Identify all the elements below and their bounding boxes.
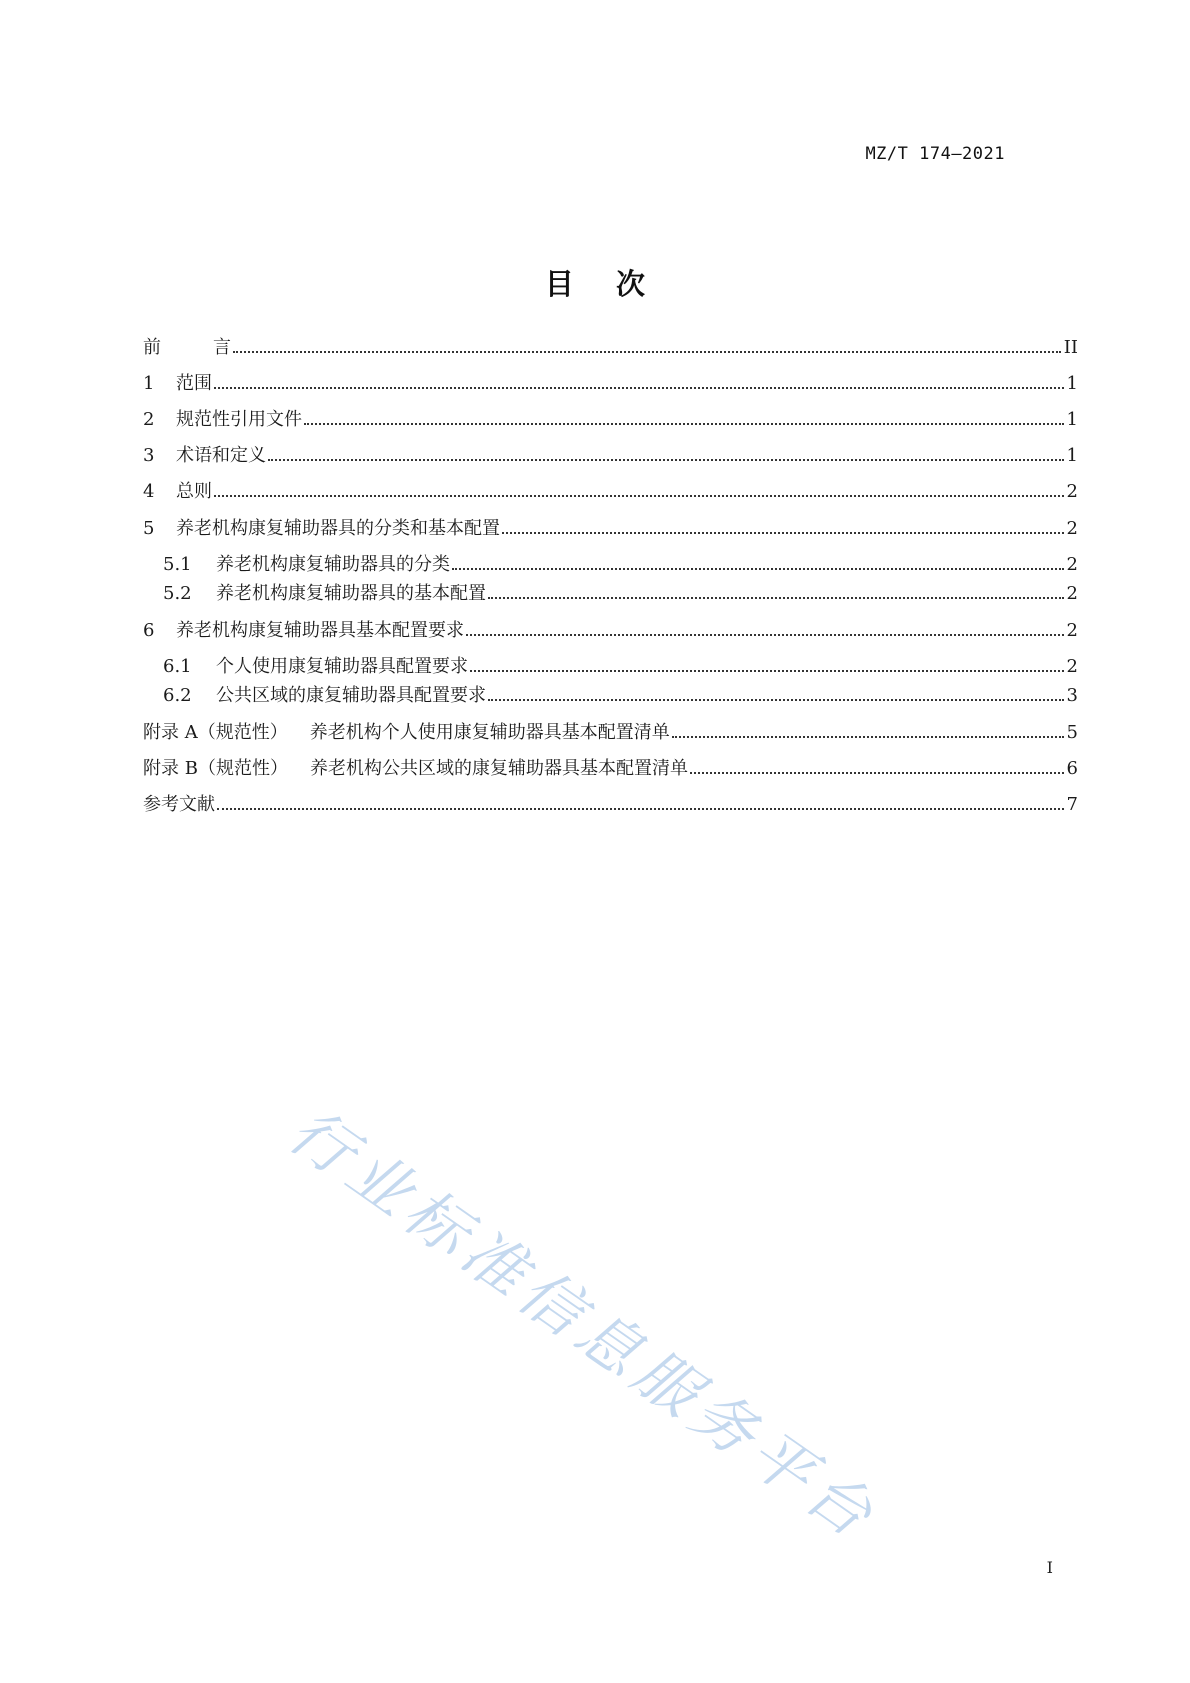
toc-entry-page: 2 bbox=[1066, 554, 1078, 575]
toc-entry-number: 6.2 bbox=[163, 685, 192, 706]
toc-entry-label: 前 言 bbox=[143, 337, 231, 358]
toc-leader-dots bbox=[214, 387, 1064, 389]
toc-entry-number: 5.1 bbox=[163, 554, 192, 575]
toc-entry-page: 2 bbox=[1066, 481, 1078, 502]
toc-entry-page: 2 bbox=[1066, 583, 1078, 604]
toc-entry-scope[interactable] bbox=[143, 373, 1078, 395]
toc-entry-number: 2 bbox=[143, 409, 155, 430]
toc-title-char: 次 bbox=[616, 267, 646, 301]
toc-leader-dots bbox=[268, 459, 1064, 461]
toc-entry-number: 6 bbox=[143, 620, 155, 641]
toc-leader-dots bbox=[452, 568, 1064, 570]
toc-entry-label: 规范性引用文件 bbox=[176, 409, 302, 430]
toc-entry-normative-references[interactable] bbox=[143, 409, 1078, 431]
toc-entry-general[interactable] bbox=[143, 481, 1078, 503]
toc-entry-label: 养老机构个人使用康复辅助器具基本配置清单 bbox=[309, 722, 670, 743]
toc-entry-number: 5 bbox=[143, 518, 155, 539]
toc-entry-section-6-1[interactable] bbox=[163, 656, 1078, 678]
toc-leader-dots bbox=[502, 532, 1064, 534]
toc-entry-label: 养老机构康复辅助器具的分类 bbox=[216, 554, 450, 575]
toc-leader-dots bbox=[690, 772, 1064, 774]
toc-leader-dots bbox=[470, 670, 1064, 672]
standard-code: MZ/T 174—2021 bbox=[865, 144, 1005, 164]
toc-leader-dots bbox=[488, 597, 1064, 599]
toc-entry-number: 4 bbox=[143, 481, 155, 502]
toc-entry-page: 3 bbox=[1066, 685, 1078, 706]
toc-entry-page: 2 bbox=[1066, 656, 1078, 677]
toc-entry-section-6[interactable] bbox=[143, 620, 1078, 642]
toc-entry-number: 5.2 bbox=[163, 583, 192, 604]
toc-entry-label: 总则 bbox=[176, 481, 212, 502]
toc-entry-page: 2 bbox=[1066, 620, 1078, 641]
watermark: 行业标准信息服务平台 bbox=[276, 1093, 892, 1556]
toc-entry-section-5-1[interactable] bbox=[163, 554, 1078, 576]
toc-entry-label: 养老机构康复辅助器具基本配置要求 bbox=[176, 620, 464, 641]
toc-leader-dots bbox=[304, 423, 1064, 425]
toc-entry-number: 附录 A（规范性） bbox=[143, 722, 288, 743]
toc-entry-label: 参考文献 bbox=[143, 794, 215, 815]
toc-entry-label: 养老机构康复辅助器具的基本配置 bbox=[216, 583, 486, 604]
toc-title bbox=[0, 262, 1190, 303]
toc-entry-label: 个人使用康复辅助器具配置要求 bbox=[216, 656, 468, 677]
toc-entry-label: 公共区域的康复辅助器具配置要求 bbox=[216, 685, 486, 706]
toc-entry-label: 范围 bbox=[176, 373, 212, 394]
page-number: I bbox=[1046, 1558, 1053, 1577]
toc-entry-page: II bbox=[1063, 337, 1078, 358]
toc-entry-bibliography[interactable] bbox=[143, 794, 1078, 816]
toc-entry-label: 养老机构公共区域的康复辅助器具基本配置清单 bbox=[309, 758, 688, 779]
toc-leader-dots bbox=[488, 699, 1064, 701]
toc-entry-page: 5 bbox=[1066, 722, 1078, 743]
toc-leader-dots bbox=[217, 808, 1064, 810]
toc-leader-dots bbox=[214, 495, 1064, 497]
toc-entry-number: 6.1 bbox=[163, 656, 192, 677]
toc-entry-section-5-2[interactable] bbox=[163, 583, 1078, 605]
toc-entry-section-5[interactable] bbox=[143, 518, 1078, 540]
toc-entry-annex-b[interactable] bbox=[143, 758, 1078, 780]
toc-leader-dots bbox=[466, 634, 1064, 636]
toc-entry-terms[interactable] bbox=[143, 445, 1078, 467]
toc-entry-page: 2 bbox=[1066, 518, 1078, 539]
toc-leader-dots bbox=[672, 736, 1064, 738]
toc-entry-label: 术语和定义 bbox=[176, 445, 266, 466]
toc-leader-dots bbox=[233, 351, 1061, 353]
toc-entry-section-6-2[interactable] bbox=[163, 685, 1078, 707]
toc-entry-label: 养老机构康复辅助器具的分类和基本配置 bbox=[176, 518, 500, 539]
toc-entry-number: 附录 B（规范性） bbox=[143, 758, 288, 779]
toc-entry-page: 6 bbox=[1066, 758, 1078, 779]
toc-entry-page: 1 bbox=[1066, 445, 1078, 466]
toc-entry-number: 3 bbox=[143, 445, 155, 466]
toc-title-char: 目 bbox=[544, 267, 574, 301]
toc-entry-page: 1 bbox=[1066, 409, 1078, 430]
toc-entry-page: 7 bbox=[1066, 794, 1078, 815]
toc-entry-number: 1 bbox=[143, 373, 155, 394]
toc-entry-annex-a[interactable] bbox=[143, 722, 1078, 744]
toc-entry-page: 1 bbox=[1066, 373, 1078, 394]
toc-entry-foreword[interactable] bbox=[143, 337, 1078, 359]
